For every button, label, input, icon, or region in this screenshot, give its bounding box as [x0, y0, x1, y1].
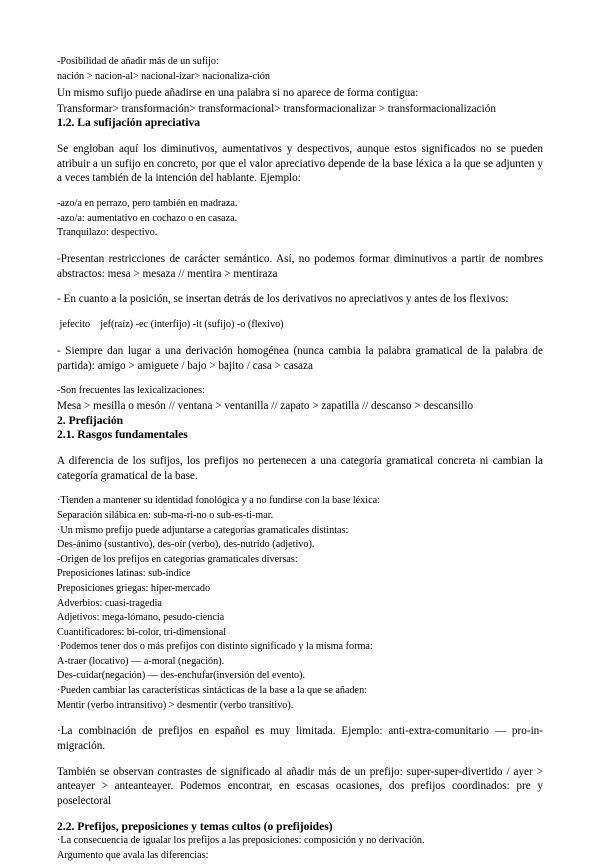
section-heading-2: 2. Prefijación	[57, 413, 124, 427]
text-line-adverbios: Adverbios: cuasi-tragedia	[57, 597, 162, 609]
text-line-a-traer: A-traer (locativo) — a-moral (negación).	[57, 655, 225, 667]
text-line-3: Un mismo sufijo puede añadirse en una palabra si no aparece de forma contigua:	[57, 86, 419, 99]
text-line-origen: -Origen de los prefijos en categorías gramaticales diversas:	[57, 553, 298, 565]
text-line-des-animo: Des-ánimo (sustantivo), des-oír (verbo), des-nutrido (adjetivo).	[57, 539, 315, 551]
text-line-2: nación > nacion-al> nacional-izar> nacionaliza-ción	[57, 70, 270, 82]
section-heading-1-2: 1.2. La sufijación apreciativa	[57, 116, 201, 130]
text-line-cuantificadores: Cuantificadores: bi-color, tri-dimensional	[57, 626, 227, 638]
text-line-tranquilazo: Tranquilazo: despectivo.	[57, 227, 158, 239]
text-line-lexicalizaciones: -Son frecuentes las lexicalizaciones:	[57, 385, 205, 397]
text-line-identidad: ·Tienden a mantener su identidad fonológica y a no fundirse con la base léxica:	[57, 495, 380, 507]
text-line-1: -Posibilidad de añadir más de un sufijo:	[57, 56, 219, 67]
text-line-misma-forma: ·Podemos tener dos o más prefijos con distinto significado y la misma forma:	[57, 641, 373, 653]
text-line-mentir: Mentir (verbo intransitivo) > desmentir (verbo transitivo).	[57, 699, 294, 711]
text-line-separacion: Separación silábica en: sub-ma-ri-no o sub-es-ti-mar.	[57, 509, 274, 521]
text-line-mesa: Mesa > mesilla o mesón // ventana > ventanilla // zapato > zapatilla // descanso > descansillo	[57, 400, 474, 412]
paragraph-restricciones: -Presentan restricciones de carácter semántico. Así, no podemos formar diminutivos a partir de nombres abstractos: mesa > mesaza // mentira > mentiraza	[57, 253, 543, 280]
paragraph-homogenea: - Siempre dan lugar a una derivación homogénea (nunca cambia la palabra gramatical de la palabra de partida): amigo > amiguete / bajo > bajito / casa > casaza	[57, 345, 543, 372]
text-line-des-cuidar: Des-cuidar(negación) — des-enchufar(inversión del evento).	[57, 670, 306, 682]
text-line-jefecito: jefecito jef(raíz) -ec (interfijo) -it (sufijo) -o (flexivo)	[57, 319, 284, 331]
text-line-mismo-prefijo: ·Un mismo prefijo puede adjuntarse a categorías gramaticales distintas:	[57, 524, 349, 536]
paragraph-diferencia: A diferencia de los sufijos, los prefijos no pertenecen a una categoría gramatical concreta ni cambian la categoría gramatical de la base.	[57, 454, 543, 482]
section-heading-2-1: 2.1. Rasgos fundamentales	[57, 428, 188, 442]
section-heading-2-2: 2.2. Prefijos, preposiciones y temas cultos (o prefijoides)	[57, 819, 333, 833]
text-line-sintacticas: ·Pueden cambiar las características sintácticas de la base a la que se añaden:	[57, 685, 368, 697]
paragraph-combinacion: ·La combinación de prefijos en español es muy limitada. Ejemplo: anti-extra-comunitario — pro-in-migración.	[57, 725, 543, 753]
text-line-azo-2: -azo/a: aumentativo en cochazo o en casaza.	[57, 212, 238, 224]
text-line-argumento: Argumento que avala las diferencias:	[57, 849, 209, 861]
paragraph-posicion: - En cuanto a la posición, se insertan detrás de los derivativos no apreciativos y antes de los flexivos:	[57, 293, 509, 306]
paragraph-apreciativa: Se engloban aquí los diminutivos, aumentativos y despectivos, aunque estos significados no se pueden atribuir a un sufijo en concreto, por que el valor apreciativo depende de la base léxica a la que se adjunten y a veces también de la intención del hablante. Ejemplo:	[57, 143, 543, 185]
text-line-prep-griegas: Preposiciones griegas: híper-mercado	[57, 582, 211, 594]
text-line-prep-latinas: Preposiciones latinas: sub-índice	[57, 568, 191, 580]
text-line-consecuencia: ·La consecuencia de igualar los prefijos a las preposiciones: composición y no derivación.	[57, 835, 425, 847]
text-line-4: Transformar> transformación> transformacional> transformacionalizar > transformacionalización	[57, 102, 496, 115]
text-line-azo-1: -azo/a en perrazo, pero también en madraza.	[57, 198, 238, 210]
paragraph-contrastes: También se observan contrastes de significado al añadir más de un prefijo: super-super-divertido / ayer > anteayer > anteanteayer. Podemos encontrar, en escasas ocasiones, dos prefijos coordinados: pre y poselectoral	[57, 765, 543, 807]
text-line-adjetivos: Adjetivos: mega-lómano, pesudo-ciencia	[57, 612, 225, 624]
